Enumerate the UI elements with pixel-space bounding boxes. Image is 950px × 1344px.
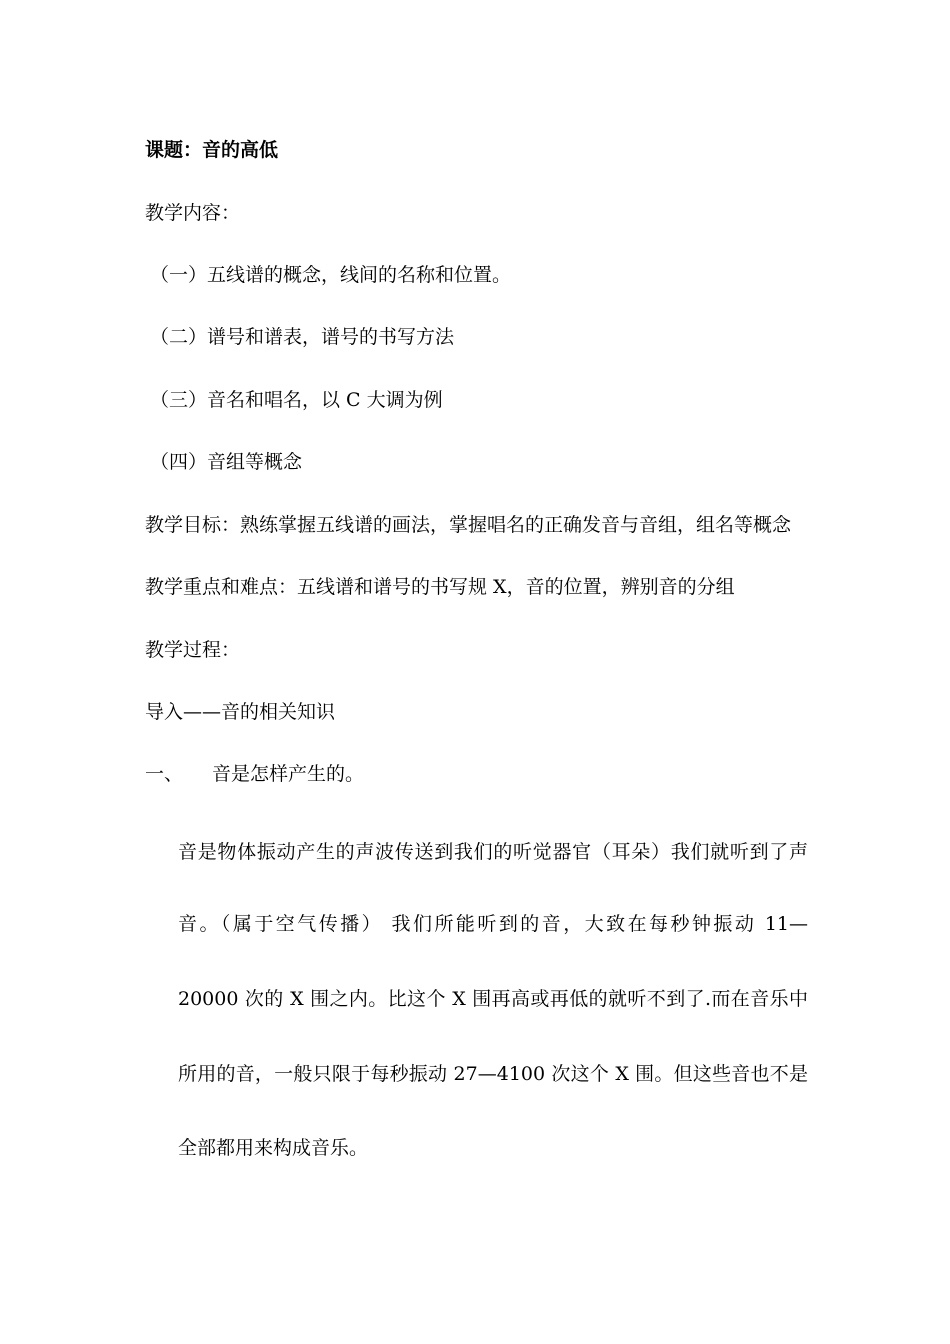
section-heading: 音是怎样产生的。: [212, 763, 365, 785]
paragraph-line: 所用的音，一般只限于每秒振动 27—4100 次这个 X 围。但这些音也不是: [178, 1063, 808, 1085]
content-item: （四）音组等概念: [150, 451, 303, 473]
content-label: 教学内容：: [145, 202, 241, 224]
paragraph-line: 音。（属于空气传播） 我们所能听到的音，大致在每秒钟振动 11—: [178, 913, 808, 935]
teaching-goal: 教学目标：熟练掌握五线谱的画法，掌握唱名的正确发音与音组，组名等概念: [145, 514, 792, 536]
paragraph-line: 音是物体振动产生的声波传送到我们的听觉器官（耳朵）我们就听到了声: [178, 841, 808, 863]
lesson-title: 课题：音的高低: [145, 139, 279, 161]
paragraph-line: 全部都用来构成音乐。: [178, 1137, 369, 1159]
process-label: 教学过程：: [145, 639, 241, 661]
content-item: （一）五线谱的概念，线间的名称和位置。: [150, 264, 512, 286]
content-item: （二）谱号和谱表，谱号的书写方法: [150, 326, 455, 348]
key-points: 教学重点和难点：五线谱和谱号的书写规 X，音的位置，辨别音的分组: [145, 576, 735, 598]
paragraph-line: 20000 次的 X 围之内。比这个 X 围再高或再低的就听不到了.而在音乐中: [178, 988, 808, 1010]
section-number: 一、: [145, 763, 184, 785]
intro-heading: 导入——音的相关知识: [145, 701, 336, 723]
content-item: （三）音名和唱名，以 C 大调为例: [150, 389, 443, 411]
